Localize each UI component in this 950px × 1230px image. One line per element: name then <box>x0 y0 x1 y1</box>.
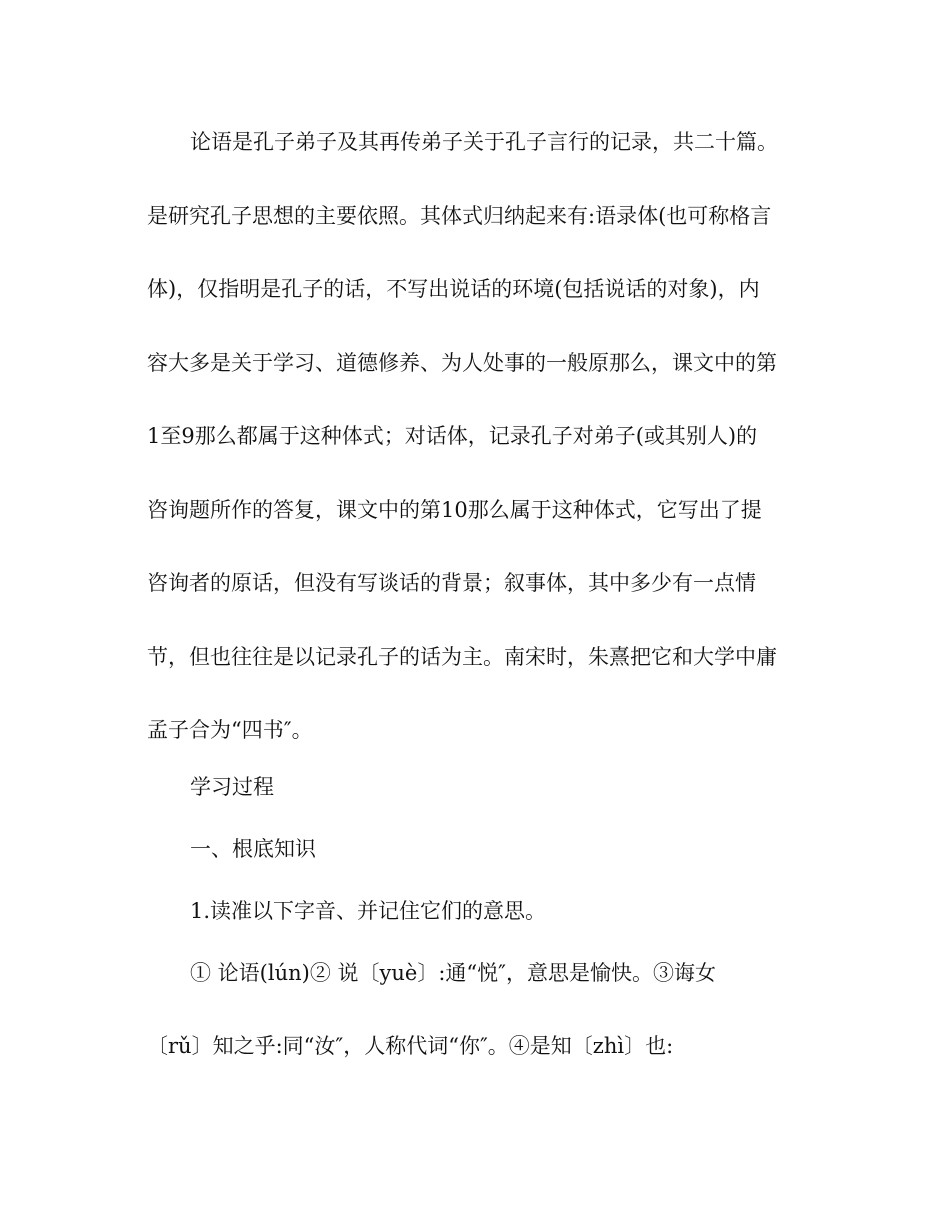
section-heading-basic: 一、根底知识 <box>190 837 316 861</box>
paragraph-line-3: 体)，仅指明是孔子的话，不写出说话的环境(包括说话的对象)，内 <box>147 277 760 301</box>
paragraph-line-4: 容大多是关于学习、道德修养、为人处事的一般原那么，课文中的第 <box>147 351 777 375</box>
list-item-1: 1.读准以下字音、并记住它们的意思。 <box>190 899 547 923</box>
paragraph-line-8: 节，但也往往是以记录孔子的话为主。南宋时，朱熹把它和大学中庸 <box>147 645 777 669</box>
paragraph-line-2: 是研究孔子思想的主要依照。其体式归纳起来有:语录体(也可称格言 <box>147 204 772 228</box>
paragraph-line-1: 论语是孔子弟子及其再传弟子关于孔子言行的记录，共二十篇。 <box>190 130 778 154</box>
pronunciation-line-2: 〔rǔ〕知之乎:同“汝″，人称代词“你″。④是知〔zhì〕也: <box>147 1034 674 1058</box>
paragraph-line-7: 咨询者的原话，但没有写谈话的背景；叙事体，其中多少有一点情 <box>147 571 756 595</box>
section-heading-process: 学习过程 <box>190 775 274 799</box>
paragraph-line-6: 咨询题所作的答复，课文中的第10那么属于这种体式，它写出了提 <box>147 498 762 522</box>
paragraph-line-5: 1至9那么都属于这种体式；对话体，记录孔子对弟子(或其别人)的 <box>147 424 758 448</box>
pronunciation-line-1: ① 论语(lún)② 说〔yuè〕:通“悦″，意思是愉快。③诲女 <box>190 961 716 985</box>
paragraph-line-9: 孟子合为“四书″。 <box>147 718 313 742</box>
